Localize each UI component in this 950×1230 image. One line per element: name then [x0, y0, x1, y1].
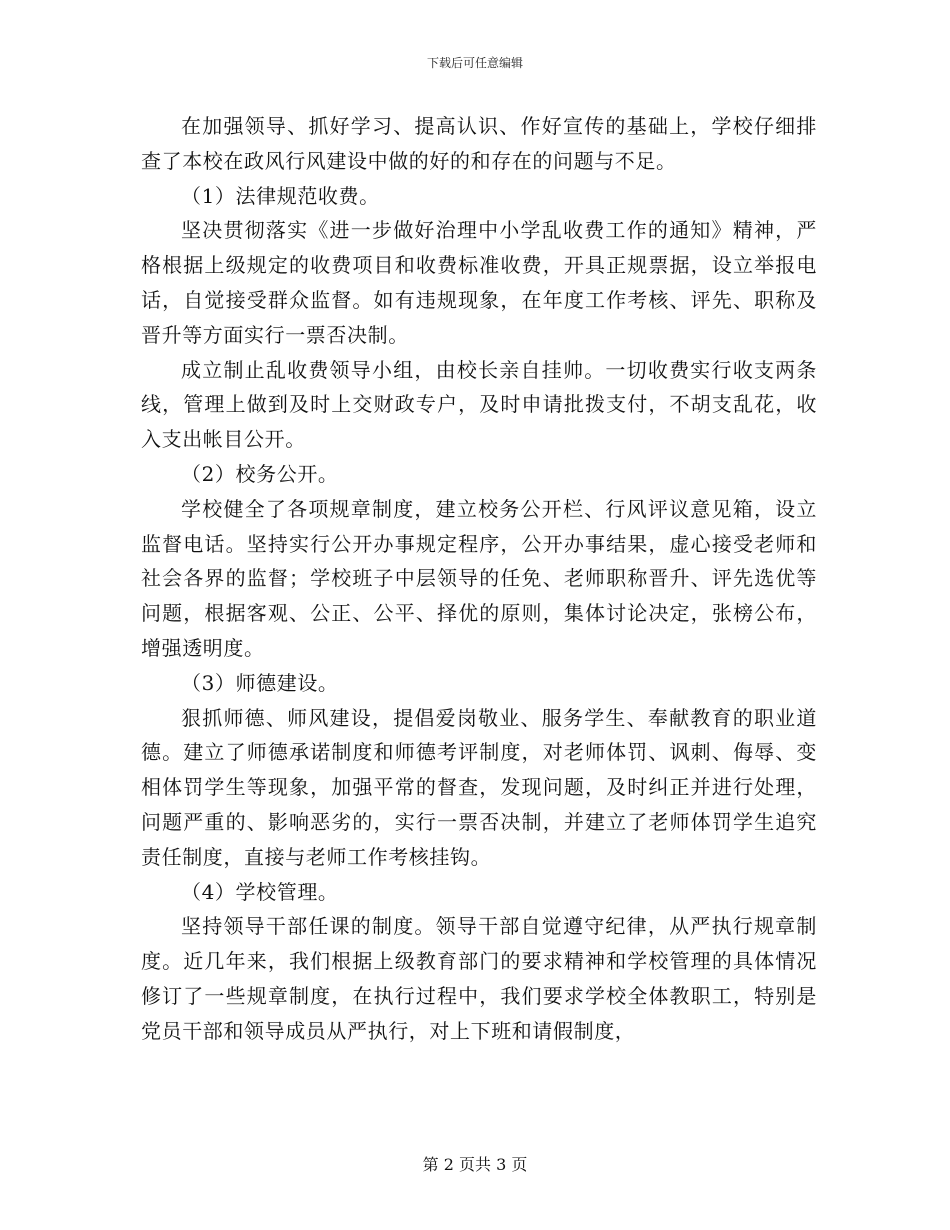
paragraph-transparency: 学校健全了各项规章制度，建立校务公开栏、行风评议意见箱，设立监督电话。坚持实行公开办事规定程序，公开办事结果，虚心接受老师和社会各界的监督；学校班子中层领导的任免、老师职称晋升、评先选优等问题，根据客观、公正、公平、择优的原则，集体讨论决定，张榜公布，增强透明度。: [141, 496, 817, 660]
paragraph-fees-1: 坚决贯彻落实《进一步做好治理中小学乱收费工作的通知》精神，严格根据上级规定的收费项目和收费标准收费，开具正规票据，设立举报电话，自觉接受群众监督。如有违规现象，在年度工作考核、评先、职称及晋升等方面实行一票否决制。: [141, 218, 817, 347]
paragraph-fees-2: 成立制止乱收费领导小组，由校长亲自挂帅。一切收费实行收支两条线，管理上做到及时上交财政专户，及时申请批拨支付，不胡支乱花，收入支出帐目公开。: [141, 357, 817, 452]
page-header: 下载后可任意编辑: [426, 56, 523, 70]
section-heading-ethics: （3）师德建设。: [181, 670, 339, 695]
section-heading-transparency: （2）校务公开。: [181, 461, 339, 486]
paragraph-management: 坚持领导干部任课的制度。领导干部自觉遵守纪律，从严执行规章制度。近几年来，我们根据上级教育部门的要求精神和学校管理的具体情况修订了一些规章制度，在执行过程中，我们要求学校全体教职工，特别是党员干部和领导成员从严执行，对上下班和请假制度，: [141, 914, 817, 1043]
section-heading-management: （4）学校管理。: [181, 879, 339, 904]
page-footer: 第 2 页共 3 页: [422, 1155, 528, 1174]
paragraph-ethics: 狠抓师德、师风建设，提倡爱岗敬业、服务学生、奉献教育的职业道德。建立了师德承诺制度和师德考评制度，对老师体罚、讽刺、侮辱、变相体罚学生等现象，加强平常的督查，发现问题，及时纠正并进行处理，问题严重的、影响恶劣的，实行一票否决制，并建立了老师体罚学生追究责任制度，直接与老师工作考核挂钩。: [141, 705, 817, 869]
paragraph-intro: 在加强领导、抓好学习、提高认识、作好宣传的基础上，学校仔细排查了本校在政风行风建设中做的好的和存在的问题与不足。: [141, 114, 817, 173]
section-heading-fees: （1）法律规范收费。: [181, 183, 380, 208]
document-body: [141, 109, 817, 1049]
